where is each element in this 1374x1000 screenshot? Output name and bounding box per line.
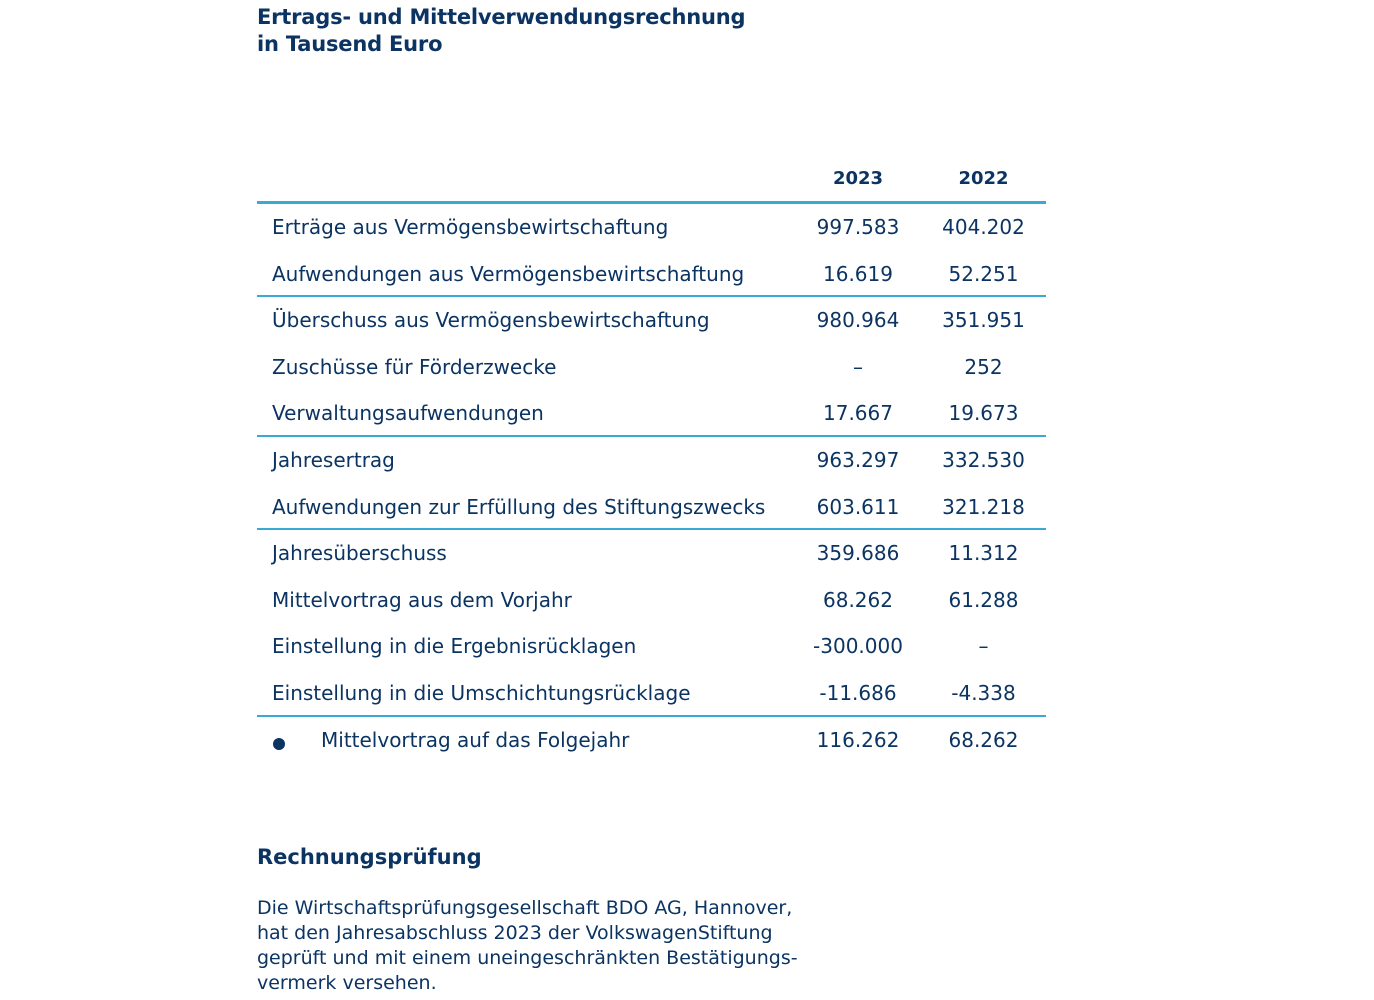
value-2023: 963.297 xyxy=(816,447,900,472)
value-2022: 321.218 xyxy=(942,494,1025,519)
title-line-2: in Tausend Euro xyxy=(257,32,443,56)
value-2022: -4.338 xyxy=(951,680,1016,705)
value-2023: – xyxy=(853,354,863,379)
value-2023: 603.611 xyxy=(816,494,900,519)
column-header-2023: 2023 xyxy=(832,168,884,189)
table-row xyxy=(257,484,1046,531)
row-label: Aufwendungen zur Erfüllung des Stiftungszwecks xyxy=(272,494,766,519)
value-2023: 359.686 xyxy=(816,541,900,566)
audit-line-1: Die Wirtschaftsprüfungsgesellschaft BDO AG, Hannover, xyxy=(257,897,793,919)
value-2023: 997.583 xyxy=(816,215,900,239)
table-row xyxy=(257,297,1046,344)
row-label: Mittelvortrag aus dem Vorjahr xyxy=(272,587,572,612)
value-2022: 351.951 xyxy=(942,308,1025,333)
value-2022: 11.312 xyxy=(948,541,1019,566)
row-label: Jahresertrag xyxy=(272,447,395,472)
row-label: Jahresüberschuss xyxy=(272,541,447,566)
audit-heading: Rechnungsprüfung xyxy=(257,845,482,869)
value-2022: 19.673 xyxy=(948,401,1019,426)
table-row xyxy=(257,530,1046,577)
column-header-2022: 2022 xyxy=(958,168,1009,189)
value-2023: 68.262 xyxy=(823,587,893,612)
value-2023: -11.686 xyxy=(819,680,897,705)
table-row-total xyxy=(257,717,1046,764)
value-2022: 68.262 xyxy=(948,727,1019,752)
value-2022: – xyxy=(978,634,989,659)
table-row xyxy=(257,670,1046,717)
value-2023: 116.262 xyxy=(816,727,900,752)
title-line-1: Ertrags- und Mittelverwendungsrechnung xyxy=(257,5,746,29)
value-2022: 52.251 xyxy=(948,261,1019,286)
value-2022: 61.288 xyxy=(948,587,1019,612)
value-2022: 252 xyxy=(964,354,1003,379)
table-row xyxy=(257,251,1046,298)
row-label: Mittelvortrag auf das Folgejahr xyxy=(321,727,630,752)
audit-line-2: hat den Jahresabschluss 2023 der VolkswagenStiftung xyxy=(257,922,773,944)
row-label: Überschuss aus Vermögensbewirtschaftung xyxy=(272,308,710,333)
table-row xyxy=(257,344,1046,391)
value-2022: 332.530 xyxy=(942,447,1025,472)
value-2022: 404.202 xyxy=(942,215,1025,239)
row-label: Aufwendungen aus Vermögensbewirtschaftung xyxy=(272,261,745,286)
table-row xyxy=(257,204,1046,251)
value-2023: -300.000 xyxy=(813,634,903,659)
table-row xyxy=(257,437,1046,484)
row-label: Verwaltungsaufwendungen xyxy=(272,401,544,426)
value-2023: 17.667 xyxy=(823,401,893,426)
audit-line-3: geprüft und mit einem uneingeschränkten Bestätigungs- xyxy=(257,947,798,969)
table-header xyxy=(257,160,1046,204)
table-row xyxy=(257,577,1046,624)
row-label: Einstellung in die Umschichtungsrücklage xyxy=(272,680,691,705)
value-2023: 980.964 xyxy=(816,308,900,333)
page-title xyxy=(257,4,745,58)
audit-line-4: vermerk versehen. xyxy=(257,972,437,994)
income-statement-table xyxy=(257,160,1046,763)
row-label: Erträge aus Vermögensbewirtschaftung xyxy=(272,215,669,239)
audit-paragraph xyxy=(257,896,797,996)
row-label: Zuschüsse für Förderzwecke xyxy=(272,354,557,379)
row-label: Einstellung in die Ergebnisrücklagen xyxy=(272,634,637,659)
value-2023: 16.619 xyxy=(823,261,893,286)
bullet-dot-icon xyxy=(273,738,285,750)
table-row xyxy=(257,623,1046,670)
table-row xyxy=(257,390,1046,437)
